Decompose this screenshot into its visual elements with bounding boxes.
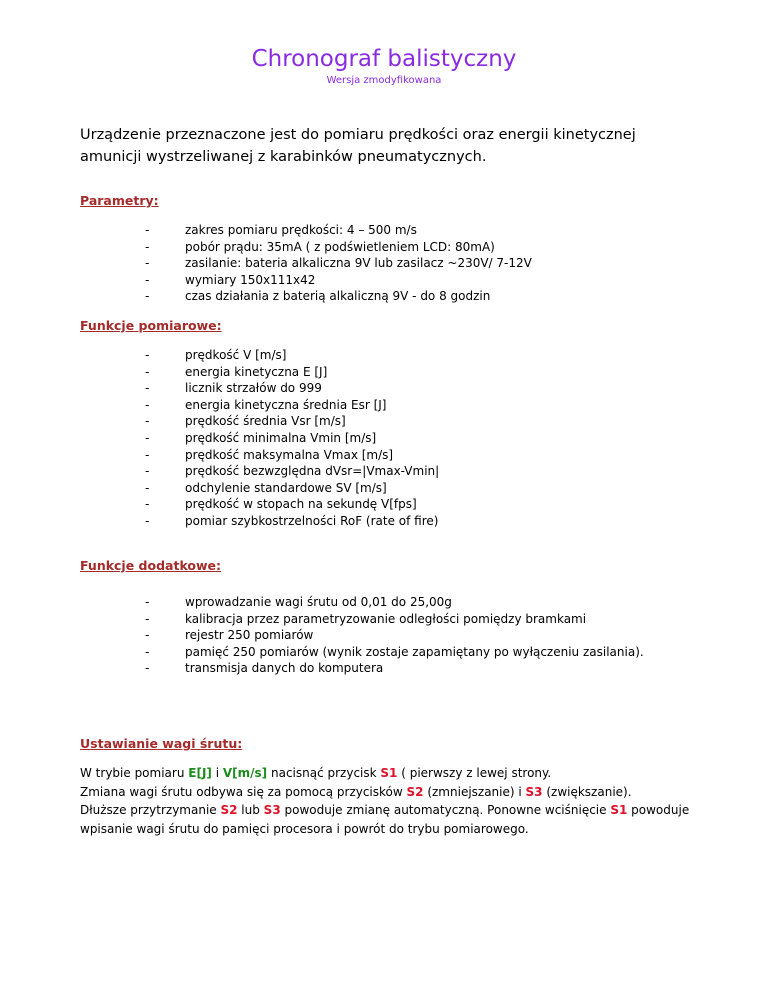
list-item: - odchylenie standardowe SV [m/s] bbox=[145, 480, 387, 495]
list-item: - czas działania z baterią alkaliczną 9V - do 8 godzin bbox=[145, 289, 491, 304]
list-item: - prędkość minimalna Vmin [m/s] bbox=[145, 430, 377, 445]
list-item: - prędkość w stopach na sekundę V[fps] bbox=[145, 497, 417, 512]
key-s3: S3 bbox=[525, 784, 543, 799]
intro-paragraph: Urządzenie przeznaczone jest do pomiaru prędkości oraz energii kinetycznej amunicji wystrzeliwanej z karabinków pneumatycznych. bbox=[80, 127, 636, 165]
list-item: - energia kinetyczna średnia Esr [J] bbox=[145, 397, 387, 412]
list-dash: - bbox=[145, 595, 150, 609]
list-dash: - bbox=[145, 497, 150, 512]
list-dash: - bbox=[145, 628, 150, 643]
key-s3: S3 bbox=[263, 803, 281, 817]
list-item: - energia kinetyczna E [J] bbox=[145, 364, 328, 379]
list-dash: - bbox=[145, 513, 150, 528]
list-dash: - bbox=[145, 272, 150, 287]
key-s1: S1 bbox=[380, 766, 398, 780]
heading-parametry: Parametry: bbox=[80, 193, 159, 208]
list-parametry bbox=[145, 222, 532, 305]
ustawianie-paragraph bbox=[80, 764, 700, 838]
list-item: - pomiar szybkostrzelności RoF (rate of fire) bbox=[145, 513, 439, 528]
list-item: - prędkość bezwzględna dVsr=|Vmax-Vmin| bbox=[145, 464, 440, 479]
para-line-1: W trybie pomiaru E[J] i V[m/s] nacisnąć przycisk S1 ( pierwszy z lewej strony. bbox=[80, 766, 552, 780]
list-dash: - bbox=[145, 661, 150, 676]
list-dash: - bbox=[145, 611, 150, 626]
list-item: - wymiary 150x111x42 bbox=[145, 272, 316, 287]
list-item: - zakres pomiaru prędkości: 4 – 500 m/s bbox=[145, 223, 417, 237]
list-item: - transmisja danych do komputera bbox=[145, 661, 384, 676]
list-dash: - bbox=[145, 289, 150, 304]
para-line-3: Dłuższe przytrzymanie S2 lub S3 powoduje zmianę automatyczną. Ponowne wciśnięcie S1 powoduje wpisanie wagi śrutu do pamięci procesora i powrót do trybu pomiarowego. bbox=[80, 803, 690, 836]
list-dash: - bbox=[145, 364, 150, 379]
list-item: - prędkość V [m/s] bbox=[145, 348, 287, 362]
key-s1: S1 bbox=[610, 803, 628, 817]
heading-funkcje-dodatkowe: Funkcje dodatkowe: bbox=[80, 558, 222, 573]
heading-ustawianie: Ustawianie wagi śrutu: bbox=[80, 736, 243, 751]
key-s2: S2 bbox=[220, 803, 238, 817]
list-funkcje-pomiarowe bbox=[145, 347, 439, 530]
list-dash: - bbox=[145, 239, 150, 254]
list-dash: - bbox=[145, 256, 150, 271]
document-title: Chronograf balistyczny bbox=[251, 46, 517, 72]
list-item: - licznik strzałów do 999 bbox=[145, 381, 322, 396]
para-line-2: Zmiana wagi śrutu odbywa się za pomocą przycisków S2 (zmniejszanie) i S3 (zwiększanie). bbox=[80, 784, 632, 799]
list-funkcje-dodatkowe bbox=[145, 594, 644, 677]
key-s2: S2 bbox=[406, 784, 424, 799]
list-dash: - bbox=[145, 464, 150, 479]
list-item: - prędkość maksymalna Vmax [m/s] bbox=[145, 447, 394, 462]
key-vms: V[m/s] bbox=[222, 766, 268, 780]
document-subtitle: Wersja zmodyfikowana bbox=[326, 75, 442, 86]
list-item: - pobór prądu: 35mA ( z podświetleniem LCD: 80mA) bbox=[145, 239, 495, 254]
list-item: - prędkość średnia Vsr [m/s] bbox=[145, 414, 346, 429]
list-dash: - bbox=[145, 447, 150, 462]
list-item: - zasilanie: bateria alkaliczna 9V lub zasilacz ~230V/ 7-12V bbox=[145, 256, 532, 271]
list-dash: - bbox=[145, 414, 150, 429]
list-item: - rejestr 250 pomiarów bbox=[145, 628, 314, 643]
list-item: - pamięć 250 pomiarów (wynik zostaje zapamiętany po wyłączeniu zasilania). bbox=[145, 644, 644, 659]
list-dash: - bbox=[145, 381, 150, 396]
list-dash: - bbox=[145, 397, 150, 412]
heading-funkcje-pomiarowe: Funkcje pomiarowe: bbox=[80, 318, 222, 333]
list-dash: - bbox=[145, 348, 150, 362]
list-item: - wprowadzanie wagi śrutu od 0,01 do 25,00g bbox=[145, 595, 452, 609]
key-ej: E[J] bbox=[188, 766, 212, 780]
list-dash: - bbox=[145, 644, 150, 659]
list-dash: - bbox=[145, 430, 150, 445]
list-dash: - bbox=[145, 223, 150, 237]
list-item: - kalibracja przez parametryzowanie odległości pomiędzy bramkami bbox=[145, 611, 587, 626]
list-dash: - bbox=[145, 480, 150, 495]
